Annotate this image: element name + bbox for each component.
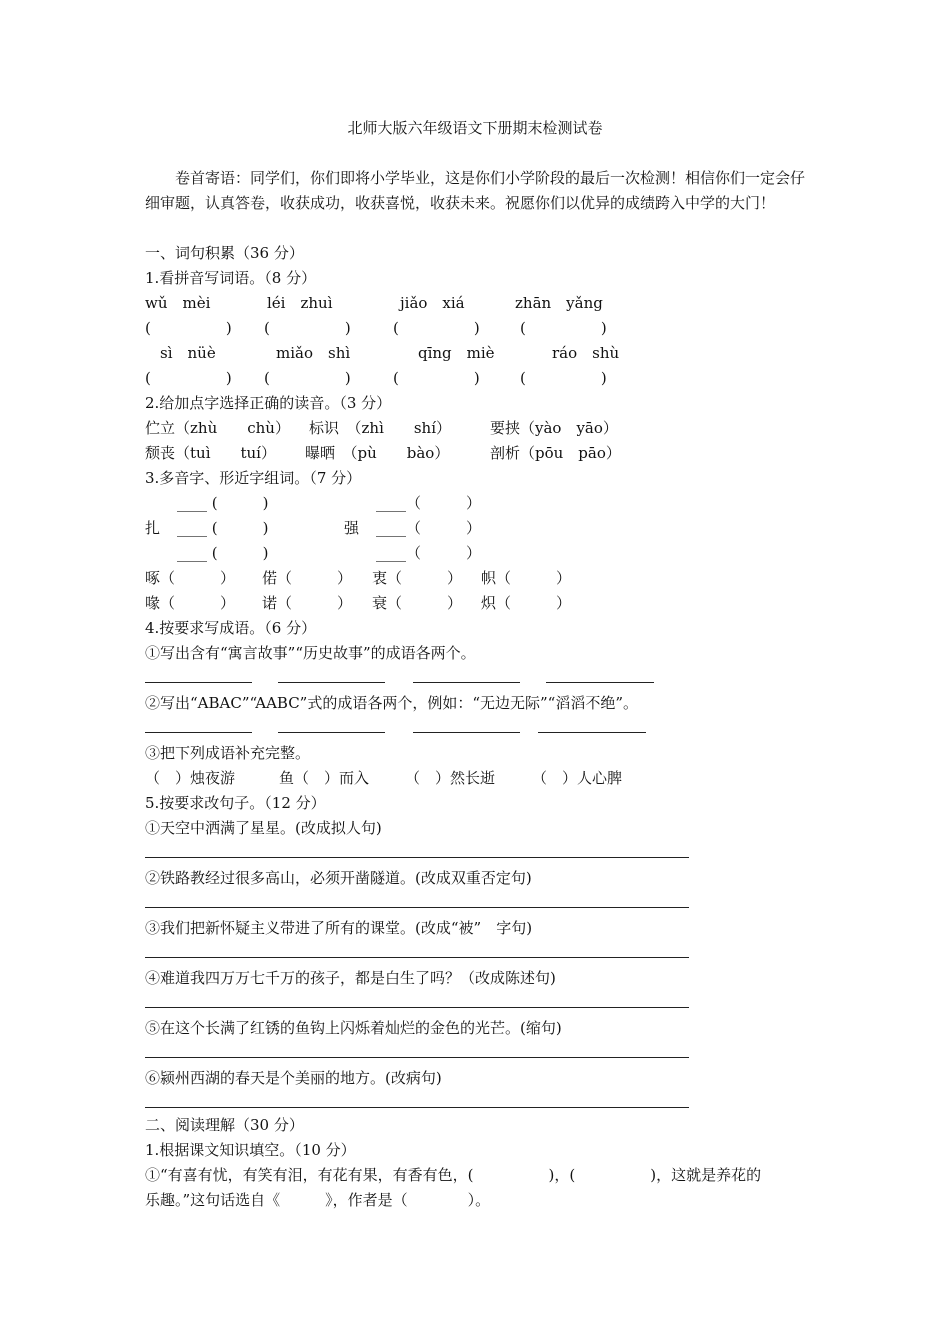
q4-title: 4.按要求写成语。（6 分） <box>145 619 317 637</box>
word-slot[interactable]: ____（ ） <box>376 519 482 537</box>
reading-choice[interactable]: 伫立（zhù chù） <box>145 419 290 437</box>
q1-title: 1.看拼音写词语。（8 分） <box>145 269 317 287</box>
pinyin: léi zhuì <box>267 294 333 312</box>
pinyin: qīng miè <box>418 344 495 362</box>
reading-choice[interactable]: 曝晒 （pù bào） <box>305 444 450 462</box>
similar-char[interactable]: 啄（ ） <box>145 569 236 587</box>
q5-title: 5.按要求改句子。（12 分） <box>145 794 326 812</box>
q3-title: 3.多音字、形近字组词。（7 分） <box>145 469 362 487</box>
polyphone-char: 强 <box>344 519 360 537</box>
polyphone-char: 扎 <box>145 519 161 537</box>
intro-paragraph: 卷首寄语：同学们，你们即将小学毕业，这是你们小学阶段的最后一次检测！相信你们一定会仔细审题，认真答卷，收获成功，收获喜悦，收获未来。祝愿你们以优异的成绩跨入中学的大门！ <box>145 169 806 212</box>
s2-q1-line1: ①“有喜有忧，有笑有泪，有花有果，有香有色，( )，( )，这就是养花的 <box>145 1166 762 1184</box>
idiom-fill[interactable]: （ ）然长逝 <box>405 769 496 787</box>
s2-q1-line2: 乐趣。”这句话选自《 》，作者是（ ）。 <box>145 1191 491 1209</box>
section1-heading: 一、词句积累（36 分） <box>145 244 304 262</box>
similar-char[interactable]: 炽（ ） <box>481 594 572 612</box>
reading-choice[interactable]: 剖析（pōu pāo） <box>490 444 621 462</box>
idiom-fill[interactable]: 鱼（ ）而入 <box>279 769 370 787</box>
answer-blank[interactable]: ( ) <box>393 319 480 337</box>
answer-blank[interactable]: ( ) <box>145 369 232 387</box>
similar-char[interactable]: 诺（ ） <box>262 594 353 612</box>
similar-char[interactable]: 衰（ ） <box>372 594 463 612</box>
answer-line[interactable] <box>546 682 654 683</box>
reading-choice[interactable]: 标识 （zhì shí） <box>309 419 452 437</box>
q5-item: ②铁路教经过很多高山，必须开凿隧道。(改成双重否定句) <box>145 869 532 887</box>
answer-line[interactable] <box>145 732 252 733</box>
answer-line[interactable] <box>145 1057 689 1058</box>
reading-choice[interactable]: 颓丧（tuì tuí） <box>145 444 276 462</box>
answer-line[interactable] <box>145 1107 689 1108</box>
similar-char[interactable]: 衷（ ） <box>372 569 463 587</box>
section2-heading: 二、阅读理解（30 分） <box>145 1116 304 1134</box>
word-slot[interactable]: ____ ( ) <box>177 519 269 537</box>
answer-line[interactable] <box>145 682 252 683</box>
word-slot[interactable]: ____ ( ) <box>177 494 269 512</box>
answer-line[interactable] <box>145 907 689 908</box>
answer-line[interactable] <box>145 957 689 958</box>
pinyin: ráo shù <box>552 344 620 362</box>
q5-item: ①天空中洒满了星星。(改成拟人句) <box>145 819 382 837</box>
pinyin: jiǎo xiá <box>400 294 465 312</box>
idiom-fill[interactable]: （ ）人心脾 <box>532 769 623 787</box>
answer-blank[interactable]: ( ) <box>264 319 351 337</box>
q5-item: ⑥颍州西湖的春天是个美丽的地方。(改病句) <box>145 1069 442 1087</box>
answer-blank[interactable]: ( ) <box>393 369 480 387</box>
q4-item-b: ②写出“ABAC”“AABC”式的成语各两个，例如：“无边无际”“滔滔不绝”。 <box>145 694 639 712</box>
q2-title: 2.给加点字选择正确的读音。（3 分） <box>145 394 392 412</box>
pinyin: sì nüè <box>160 344 216 362</box>
idiom-fill[interactable]: （ ）烛夜游 <box>145 769 236 787</box>
q5-item: ④难道我四万万七千万的孩子，都是白生了吗？（改成陈述句) <box>145 969 556 987</box>
q4-item-c: ③把下列成语补充完整。 <box>145 744 311 762</box>
similar-char[interactable]: 偌（ ） <box>262 569 353 587</box>
pinyin: miǎo shì <box>276 344 351 362</box>
answer-line[interactable] <box>413 732 520 733</box>
answer-line[interactable] <box>538 732 646 733</box>
answer-line[interactable] <box>278 682 385 683</box>
q5-item: ⑤在这个长满了红锈的鱼钩上闪烁着灿烂的金色的光芒。(缩句) <box>145 1019 562 1037</box>
word-slot[interactable]: ____ ( ) <box>177 544 269 562</box>
similar-char[interactable]: 帜（ ） <box>481 569 572 587</box>
word-slot[interactable]: ____（ ） <box>376 494 482 512</box>
pinyin: wǔ mèi <box>145 294 211 312</box>
answer-blank[interactable]: ( ) <box>520 369 607 387</box>
answer-line[interactable] <box>278 732 385 733</box>
answer-blank[interactable]: ( ) <box>264 369 351 387</box>
reading-choice[interactable]: 要挟（yào yāo） <box>490 419 618 437</box>
word-slot[interactable]: ____（ ） <box>376 544 482 562</box>
answer-blank[interactable]: ( ) <box>520 319 607 337</box>
answer-line[interactable] <box>145 1007 689 1008</box>
answer-line[interactable] <box>413 682 520 683</box>
answer-blank[interactable]: ( ) <box>145 319 232 337</box>
answer-line[interactable] <box>145 857 689 858</box>
q5-item: ③我们把新怀疑主义带进了所有的课堂。(改成“被” 字句) <box>145 919 533 937</box>
q4-item-a: ①写出含有“寓言故事”“历史故事”的成语各两个。 <box>145 644 476 662</box>
page-title: 北师大版六年级语文下册期末检测试卷 <box>347 119 603 137</box>
s2-q1-title: 1.根据课文知识填空。（10 分） <box>145 1141 356 1159</box>
pinyin: zhān yǎng <box>515 294 603 312</box>
similar-char[interactable]: 喙（ ） <box>145 594 236 612</box>
